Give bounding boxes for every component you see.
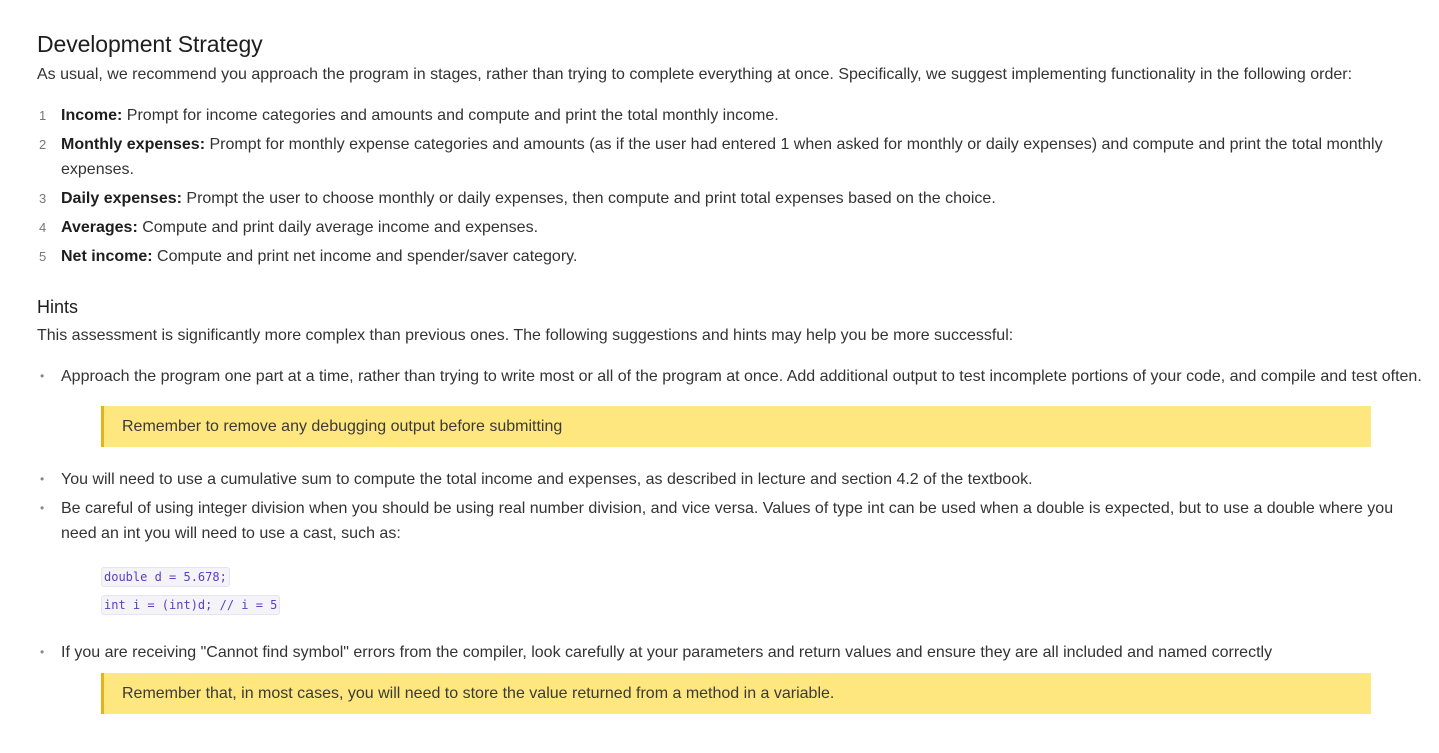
code-line: int i = (int)d; // i = 5 [101,595,280,615]
step-number: 2 [39,137,47,152]
callout-text: Remember that, in most cases, you will need to store the value returned from a method in a variable. [122,685,835,702]
hint-text: You will need to use a cumulative sum to compute the total income and expenses, as described in lecture and section 4.2 of the textbook. [61,471,1033,488]
hint-text: Approach the program one part at a time, rather than trying to write most or all of the program at once. Add additional output to test incomplete portions of your code, and compile and test often. [61,368,1422,385]
step-number: 4 [39,220,47,235]
step-title: Averages: [61,219,138,236]
list-item [37,640,1422,714]
strategy-intro: As usual, we recommend you approach the program in stages, rather than trying to complete everything at once. Specifically, we suggest implementing functionality in the following order: [37,66,1353,83]
step-text: Prompt for monthly expense categories and amounts (as if the user had entered 1 when asked for monthly or daily expenses) and compute and print the total monthly expenses. [61,136,1383,178]
hints-list [37,364,1422,714]
step-title: Income: [61,107,123,124]
development-strategy-heading: Development Strategy [37,31,263,57]
list-item [37,244,1422,269]
bullet-icon: • [40,472,45,486]
return-value-callout [101,673,1371,714]
code-example [101,564,1422,620]
step-text: Compute and print net income and spender/saver category. [152,248,578,265]
list-item [37,467,1422,492]
list-item [37,364,1422,447]
hints-intro: This assessment is significantly more complex than previous ones. The following suggestions and hints may help you be more successful: [37,327,1014,344]
debug-output-callout [101,406,1371,447]
bullet-icon: • [40,501,45,515]
step-title: Monthly expenses: [61,136,206,153]
step-number: 3 [39,191,47,206]
code-line: double d = 5.678; [101,567,230,587]
hints-heading: Hints [37,297,79,317]
step-text: Compute and print daily average income and expenses. [137,219,539,236]
step-text: Prompt the user to choose monthly or daily expenses, then compute and print total expenses based on the choice. [181,190,996,207]
list-item [37,496,1422,620]
list-item [37,132,1422,182]
step-number: 5 [39,249,47,264]
callout-text: Remember to remove any debugging output before submitting [122,418,563,435]
strategy-steps-list [37,103,1422,269]
step-title: Net income: [61,248,153,265]
list-item [37,103,1422,128]
step-number: 1 [39,108,47,123]
step-text: Prompt for income categories and amounts and compute and print the total monthly income. [122,107,779,124]
step-title: Daily expenses: [61,190,182,207]
list-item [37,215,1422,240]
hint-text: Be careful of using integer division when you should be using real number division, and vice versa. Values of type int can be used when a double is expected, but to use a double where you need an int you will need to use a cast, such as: [61,500,1394,542]
bullet-icon: • [40,369,45,383]
list-item [37,186,1422,211]
bullet-icon: • [40,645,45,659]
hint-text: If you are receiving "Cannot find symbol" errors from the compiler, look carefully at your parameters and return values and ensure they are all included and named correctly [61,644,1273,661]
